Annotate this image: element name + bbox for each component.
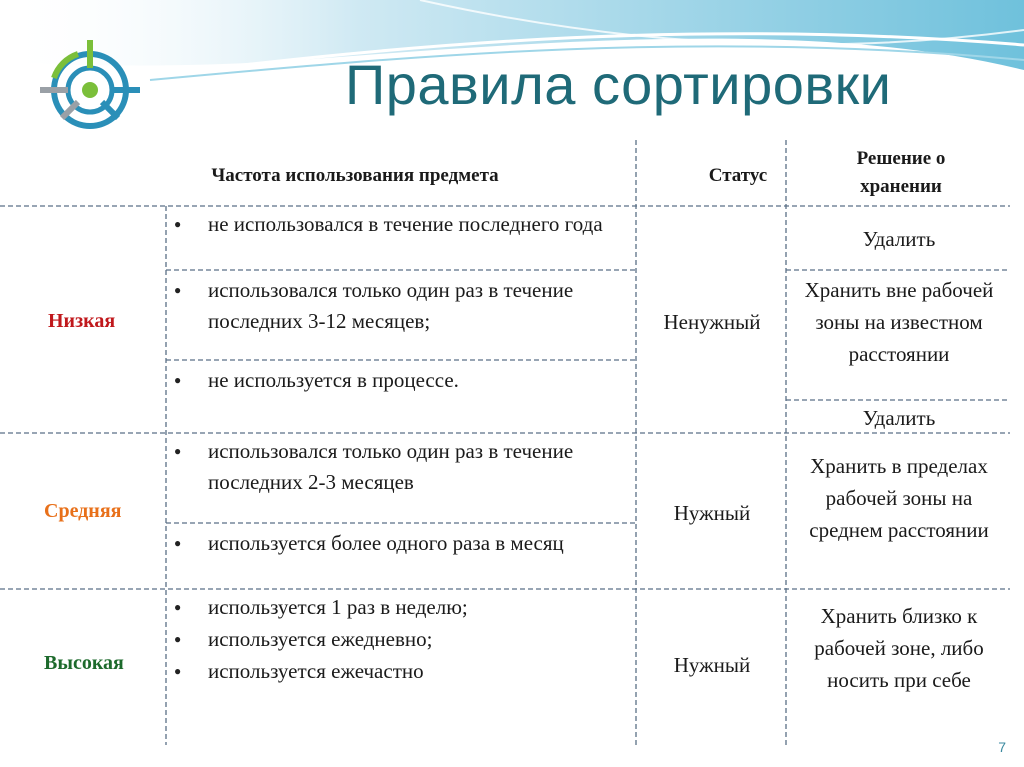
decision-item: Удалить (862, 227, 936, 251)
decision-item: Хранить близко к рабочей зоне, либо носить при себе (814, 604, 984, 692)
criteria-item: ● используется ежедневно; (208, 624, 628, 655)
criteria-item: ● используется более одного раза в месяц (208, 528, 628, 559)
header-decision: Решение о хранении (856, 148, 946, 197)
criteria-item: ● используется ежечастно (208, 656, 628, 687)
decision-item: Хранить вне рабочей зоны на известном расстоянии (804, 278, 994, 366)
decision-item: Хранить в пределах рабочей зоны на среднем расстоянии (809, 454, 989, 542)
criteria-item: ● использовался только один раз в течение последних 2-3 месяцев (208, 436, 628, 498)
level-low: Низкая (48, 310, 116, 332)
criteria-item: ● не используется в процессе. (208, 365, 628, 396)
decision-item: Удалить (862, 406, 936, 430)
slide-number: 7 (998, 739, 1006, 755)
criteria-item: ● не использовался в течение последнего года (208, 209, 628, 240)
level-high: Высокая (44, 652, 124, 674)
status-unneeded: Ненужный (663, 310, 761, 334)
status-needed: Нужный (673, 501, 751, 525)
header-frequency: Частота использования предмета (211, 165, 499, 186)
slide-title: Правила сортировки (345, 53, 892, 116)
criteria-item: ● используется 1 раз в неделю; (208, 592, 628, 623)
criteria-item: ● использовался только один раз в течение последних 3-12 месяцев; (208, 275, 628, 337)
level-medium: Средняя (44, 500, 122, 522)
status-needed: Нужный (673, 653, 751, 677)
header-status: Статус (708, 165, 768, 186)
